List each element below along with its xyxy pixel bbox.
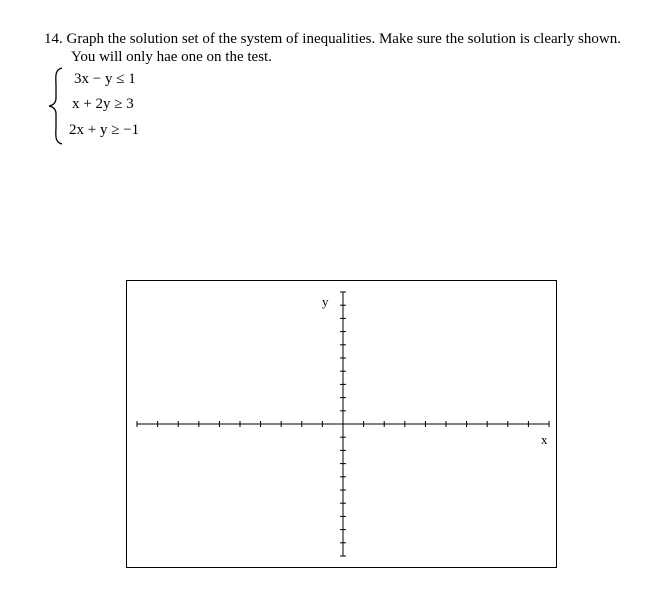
inequality-system — [46, 66, 186, 146]
y-axis-label: y — [322, 294, 329, 309]
inequality-1: 3x − y ≤ 1 — [74, 71, 136, 87]
coordinate-grid[interactable] — [126, 280, 557, 568]
question-text — [44, 30, 621, 66]
inequality-3: 2x + y ≥ −1 — [69, 122, 140, 138]
axes — [127, 281, 558, 569]
left-brace-icon — [46, 66, 66, 146]
x-axis-label: x — [541, 432, 548, 447]
question-note: You will only hae one on the test. — [71, 49, 272, 65]
inequality-2: x + 2y ≥ 3 — [72, 96, 134, 112]
question-prompt: 14. Graph the solution set of the system of inequalities. Make sure the solution is clearly shown. — [44, 31, 621, 47]
